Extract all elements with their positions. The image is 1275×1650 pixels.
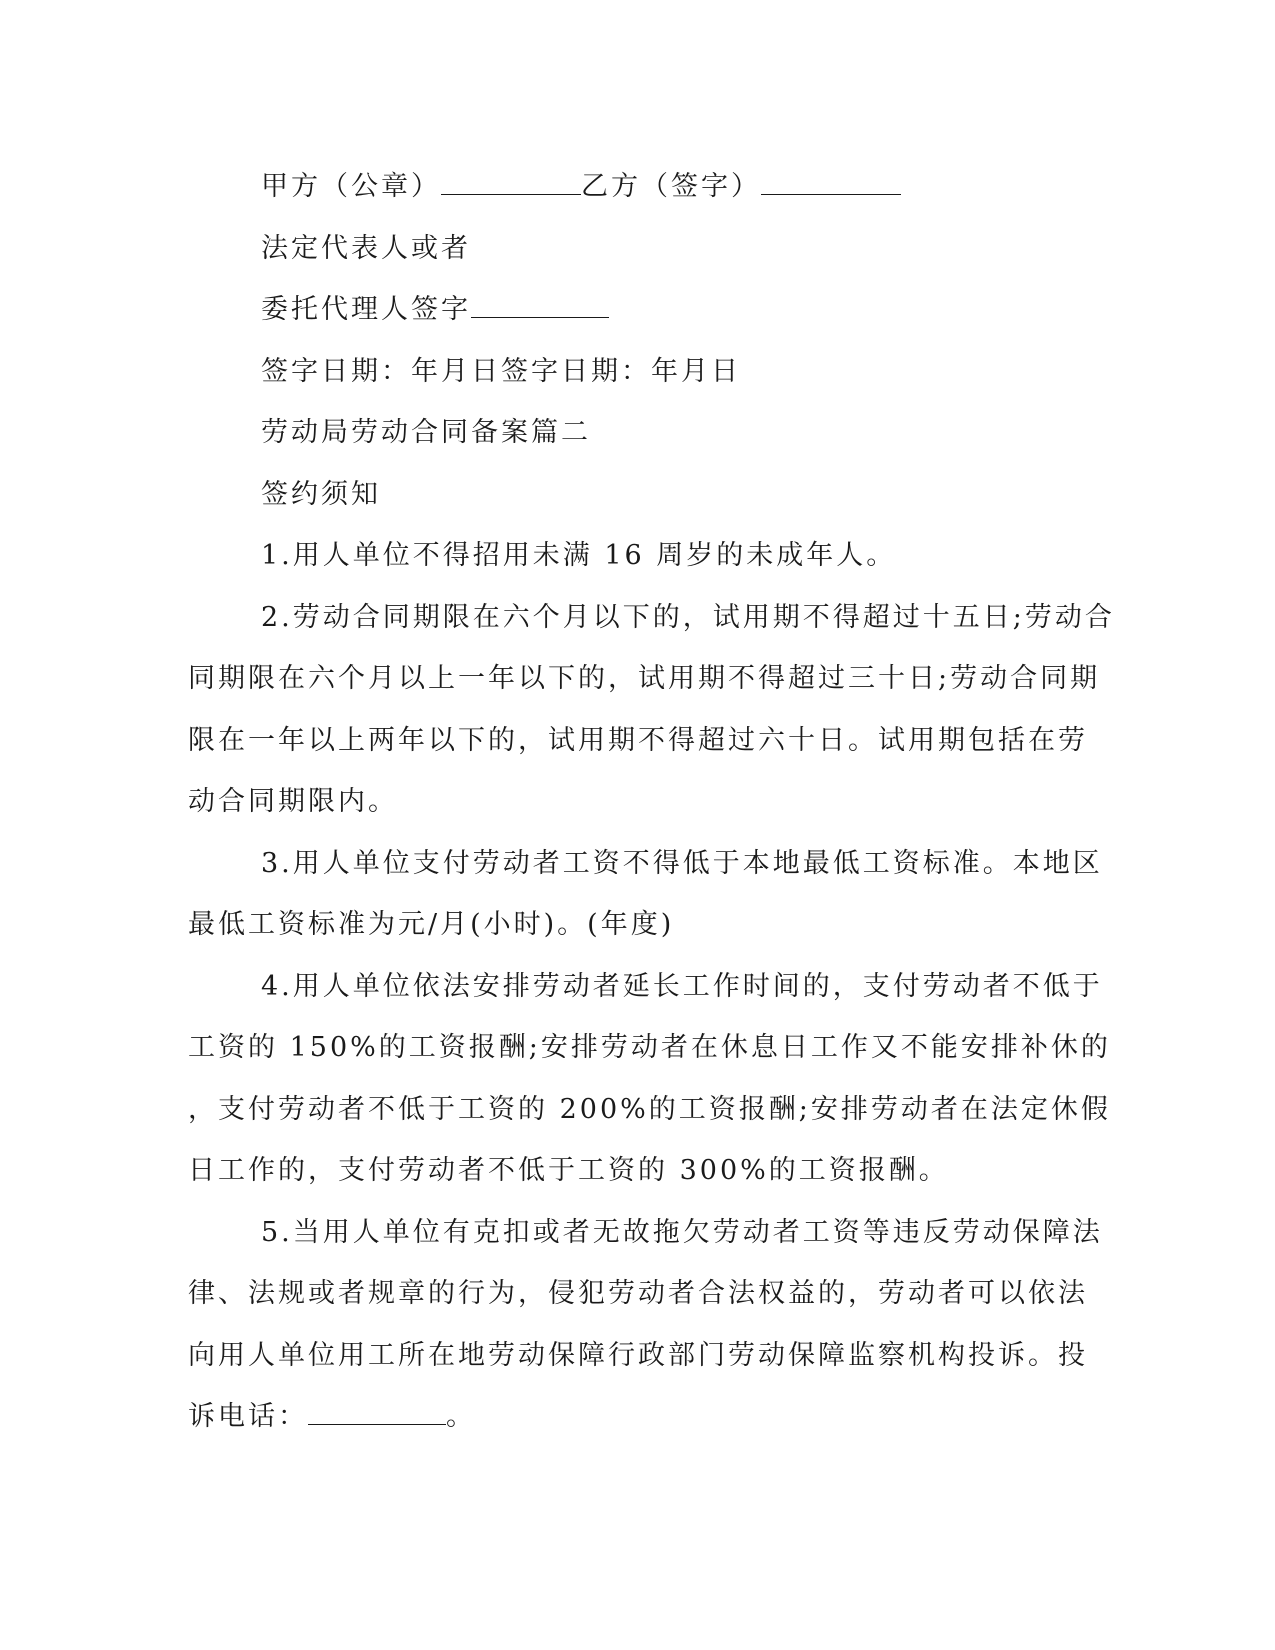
notice-item-2-line: 同期限在六个月以上一年以下的，试用期不得超过三十日;劳动合同期 (188, 663, 1101, 694)
signing-date-line (188, 341, 1068, 403)
notice-item-2-line: 动合同期限内。 (188, 786, 398, 817)
sign-date-a: 签字日期：年月日 (261, 355, 501, 387)
party-b-signature-blank (761, 166, 901, 195)
complaint-phone-line (188, 1386, 1068, 1448)
notice-item-4 (188, 956, 1111, 1202)
party-a-signature-blank (441, 166, 581, 195)
notice-item-3-line: 最低工资标准为元/月(小时)。(年度) (188, 909, 675, 940)
section-title: 劳动局劳动合同备案篇二 (261, 417, 591, 448)
notice-item-3 (188, 833, 1103, 956)
party-a-label: 甲方（公章） (261, 171, 441, 202)
notice-item-2-line: 限在一年以上两年以下的，试用期不得超过六十日。试用期包括在劳 (188, 724, 1088, 756)
notice-item-2 (188, 587, 1115, 833)
notice-item-1-line: 1.用人单位不得招用未满 16 周岁的未成年人。 (261, 540, 897, 571)
legal-rep-label: 法定代表人或者 (261, 232, 471, 264)
notice-heading: 签约须知 (261, 478, 381, 510)
notice-item-4-line: 工资的 150%的工资报酬;安排劳动者在休息日工作又不能安排补休的 (188, 1032, 1111, 1063)
complaint-phone-label: 诉电话： (188, 1401, 308, 1432)
agent-label: 委托代理人签字 (261, 294, 471, 325)
complaint-phone-blank (308, 1396, 446, 1425)
notice-item-3-line: 3.用人单位支付劳动者工资不得低于本地最低工资标准。本地区 (261, 847, 1103, 879)
signature-parties-line (188, 156, 1068, 218)
complaint-phone-end: 。 (446, 1401, 476, 1432)
notice-item-5 (188, 1202, 1103, 1448)
notice-item-5-line: 向用人单位用工所在地劳动保障行政部门劳动保障监察机构投诉。投 (188, 1339, 1088, 1371)
party-b-label: 乙方（签字） (581, 171, 761, 202)
notice-item-2-line: 2.劳动合同期限在六个月以下的，试用期不得超过十五日;劳动合 (261, 601, 1115, 633)
notice-item-4-line: 4.用人单位依法安排劳动者延长工作时间的，支付劳动者不低于 (261, 970, 1103, 1002)
document-body (188, 156, 1115, 1448)
notice-item-1 (188, 525, 1068, 587)
notice-item-5-line: 律、法规或者规章的行为，侵犯劳动者合法权益的，劳动者可以依法 (188, 1278, 1088, 1309)
agent-signature-line (188, 279, 1068, 341)
sign-date-b: 签字日期：年月日 (501, 355, 741, 387)
legal-representative-line (188, 218, 1068, 280)
notice-item-4-line: ，支付劳动者不低于工资的 200%的工资报酬;安排劳动者在法定休假 (188, 1093, 1111, 1125)
notice-item-5-line: 5.当用人单位有克扣或者无故拖欠劳动者工资等违反劳动保障法 (261, 1216, 1103, 1248)
notice-item-4-line: 日工作的，支付劳动者不低于工资的 300%的工资报酬。 (188, 1155, 949, 1186)
agent-signature-blank (471, 289, 609, 318)
